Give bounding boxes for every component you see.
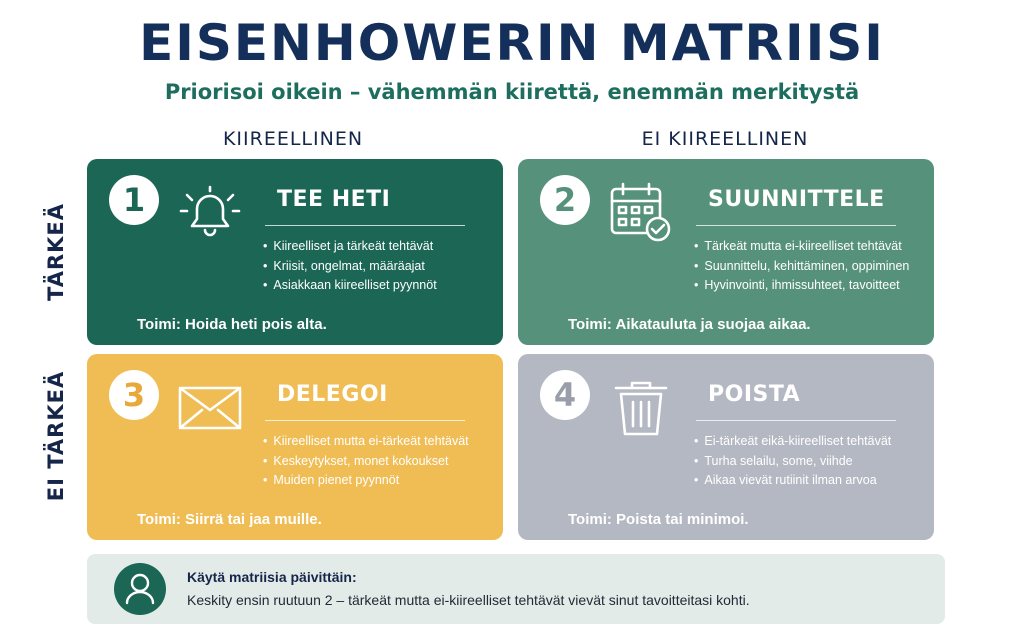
row-label-not-important: EI TÄRKEÄ: [44, 370, 68, 502]
quadrant-number: 2: [540, 175, 590, 225]
quadrant-action: Toimi: Hoida heti pois alta.: [137, 316, 327, 333]
footer-text: Keskity ensin ruutuun 2 – tärkeät mutta ei-kiireelliset tehtävät vievät sinut tavoitteitasi kohti.: [187, 592, 750, 608]
person-icon: [114, 563, 166, 615]
quadrant-list: [694, 432, 891, 491]
page-title: EISENHOWERIN MATRIISI: [139, 14, 885, 72]
list-item: • Suunnittelu, kehittäminen, oppiminen: [694, 257, 909, 277]
title-divider: [696, 225, 896, 226]
column-header-urgent: KIIREELLINEN: [222, 128, 364, 150]
envelope-icon: [175, 374, 245, 440]
list-item: • Kriisit, ongelmat, määräajat: [263, 257, 437, 277]
title-divider: [265, 420, 465, 421]
calendar-check-icon: [606, 179, 676, 245]
quadrant-title: POISTA: [708, 382, 801, 407]
list-item: • Asiakkaan kiireelliset pyynnöt: [263, 276, 437, 296]
footer-heading: Käytä matriisia päivittäin:: [187, 569, 357, 585]
quadrant-list: [263, 432, 469, 491]
list-item: • Muiden pienet pyynnöt: [263, 471, 469, 491]
page-subtitle: Priorisoi oikein – vähemmän kiirettä, enemmän merkitystä: [164, 80, 860, 104]
quadrant-eliminate: [518, 354, 934, 540]
list-item: • Kiireelliset ja tärkeät tehtävät: [263, 237, 437, 257]
avatar: [114, 563, 166, 615]
list-item: • Kiireelliset mutta ei-tärkeät tehtävät: [263, 432, 469, 452]
quadrant-list: [694, 237, 909, 296]
quadrant-number: 3: [109, 370, 159, 420]
bell-icon: [175, 179, 245, 245]
title-divider: [696, 420, 896, 421]
list-item: • Turha selailu, some, viihde: [694, 452, 891, 472]
quadrant-title: TEE HETI: [277, 187, 391, 212]
title-divider: [265, 225, 465, 226]
list-item: • Tärkeät mutta ei-kiireelliset tehtävät: [694, 237, 909, 257]
quadrant-list: [263, 237, 437, 296]
quadrant-schedule: [518, 159, 934, 345]
quadrant-do-now: [87, 159, 503, 345]
list-item: • Keskeytykset, monet kokoukset: [263, 452, 469, 472]
list-item: • Aikaa vievät rutiinit ilman arvoa: [694, 471, 891, 491]
quadrant-number: 1: [109, 175, 159, 225]
quadrant-action: Toimi: Aikatauluta ja suojaa aikaa.: [568, 316, 811, 333]
column-header-not-urgent: EI KIIREELLINEN: [641, 128, 809, 150]
quadrant-title: SUUNNITTELE: [708, 187, 885, 212]
quadrant-action: Toimi: Poista tai minimoi.: [568, 511, 749, 528]
quadrant-number: 4: [540, 370, 590, 420]
trash-icon: [606, 374, 676, 440]
quadrant-action: Toimi: Siirrä tai jaa muille.: [137, 511, 322, 528]
list-item: • Ei-tärkeät eikä-kiireelliset tehtävät: [694, 432, 891, 452]
list-item: • Hyvinvointi, ihmissuhteet, tavoitteet: [694, 276, 909, 296]
quadrant-delegate: [87, 354, 503, 540]
quadrant-title: DELEGOI: [277, 382, 388, 407]
row-label-important: TÄRKEÄ: [44, 203, 68, 301]
footer-tip: [87, 554, 945, 624]
